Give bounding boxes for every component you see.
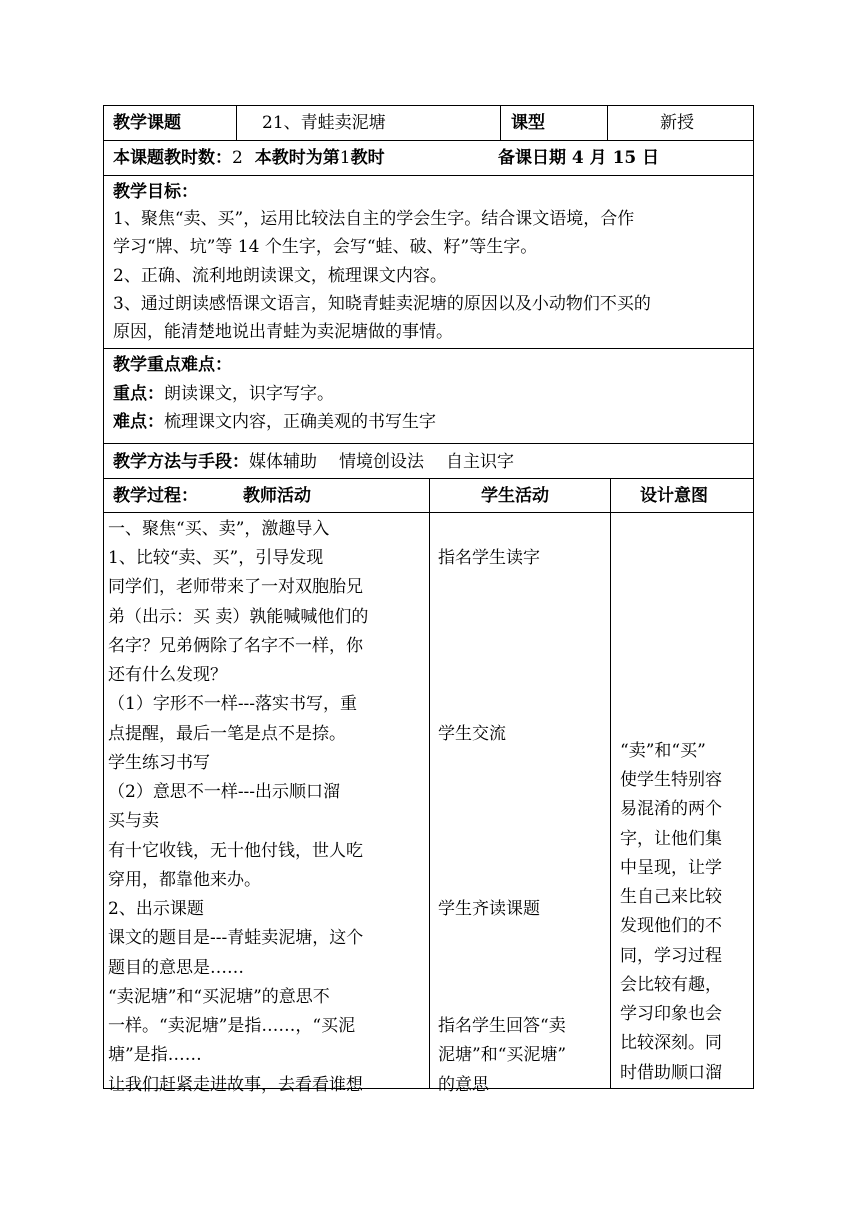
teacher-line: 名字？兄弟俩除了名字不一样，你 [108, 636, 363, 656]
row-divider [103, 140, 754, 141]
teacher-line: 题目的意思是…… [108, 958, 244, 978]
student-line: 指名学生回答“卖 [438, 1016, 566, 1036]
goal-line: 1、聚焦“卖、买”，运用比较法自主的学会生字。结合课文语境，合作 [113, 209, 635, 229]
date-label: 备课日期 [498, 148, 566, 168]
design-line: 发现他们的不 [620, 916, 722, 936]
design-line: 易混淆的两个 [620, 799, 722, 819]
design-line: 时借助顺口溜 [620, 1063, 722, 1083]
table-border-right [753, 105, 754, 1089]
process-label: 教学过程： [113, 486, 198, 506]
design-intent-header: 设计意图 [640, 486, 708, 506]
key-text: 朗读课文，识字写字。 [164, 384, 334, 404]
column-divider [429, 478, 430, 1089]
student-line: 指名学生读字 [438, 548, 540, 568]
goals-heading: 教学目标： [113, 182, 198, 202]
teacher-line: 有十它收钱，无十他付钱，世人吃 [108, 841, 363, 861]
teacher-line: 弟（出示：买 卖）孰能喊喊他们的 [108, 607, 369, 627]
teacher-line: 让我们赶紧走进故事，去看看谁想 [108, 1075, 363, 1095]
lesson-type-value: 新授 [660, 113, 694, 133]
difficult-point [113, 408, 436, 436]
hours-value: 2 [232, 148, 243, 168]
student-line: 泥塘”和“买泥塘” [438, 1045, 567, 1065]
design-line: 生自己来比较 [620, 887, 722, 907]
student-line: 的意思 [438, 1075, 489, 1095]
lesson-topic-label: 教学课题 [113, 113, 181, 133]
teacher-line: （2）意思不一样---出示顺口溜 [108, 782, 341, 802]
design-line: “卖”和“买” [620, 741, 706, 761]
design-line: 使学生特别容 [620, 770, 722, 790]
teacher-line: 2、出示课题 [108, 899, 204, 919]
column-divider [610, 478, 611, 1089]
student-activity-header: 学生活动 [481, 486, 549, 506]
method-item: 媒体辅助 [249, 452, 317, 472]
design-line: 中呈现，让学 [620, 858, 722, 878]
goal-line: 3、通过朗读感悟课文语言，知晓青蛙卖泥塘的原因以及小动物们不买的 [113, 294, 651, 314]
teacher-line: 学生练习书写 [108, 753, 210, 773]
goal-line: 2、正确、流利地朗读课文，梳理课文内容。 [113, 266, 447, 286]
goal-line: 学习“牌、坑”等 14 个生字，会写“蛙、破、籽”等生字。 [113, 237, 538, 257]
column-divider [236, 105, 237, 140]
method-item: 自主识字 [446, 452, 514, 472]
teacher-line: 塘”是指…… [108, 1045, 202, 1065]
difficult-label: 难点： [113, 412, 164, 432]
teacher-line: （1）字形不一样---落实书写，重 [108, 694, 358, 714]
table-border-left [103, 105, 104, 1089]
method-item: 情境创设法 [339, 452, 424, 472]
column-divider [607, 105, 608, 140]
methods-row [113, 448, 514, 476]
key-label: 重点： [113, 384, 164, 404]
teacher-line: 一样。“卖泥塘”是指……，“买泥 [108, 1016, 356, 1036]
current-label: 本教时为第 [254, 148, 340, 168]
design-line: 字，让他们集 [620, 829, 722, 849]
row-divider [103, 348, 754, 349]
teacher-line: “卖泥塘”和“买泥塘”的意思不 [108, 987, 330, 1007]
prep-date [498, 144, 659, 172]
keypoints-heading: 教学重点难点： [113, 355, 232, 375]
teacher-line: 点提醒，最后一笔是点不是捺。 [108, 724, 346, 744]
table-border-top [103, 105, 754, 106]
teacher-line: 还有什么发现？ [108, 665, 227, 685]
hours-label: 本课题教时数： [113, 148, 232, 168]
teacher-activity-header: 教师活动 [243, 486, 311, 506]
difficult-text: 梳理课文内容，正确美观的书写生字 [164, 412, 436, 432]
design-line: 学习印象也会 [620, 1004, 722, 1024]
lesson-title: 21、青蛙卖泥塘 [262, 113, 386, 133]
column-divider [500, 105, 501, 140]
current-value: 1 [339, 148, 351, 168]
teacher-line: 穿用，都靠他来办。 [108, 870, 261, 890]
teacher-line: 一、聚焦“买、卖”，激趣导入 [108, 519, 330, 539]
teacher-line: 买与卖 [108, 811, 159, 831]
key-point [113, 380, 334, 408]
teacher-line: 同学们，老师带来了一对双胞胎兄 [108, 577, 363, 597]
teacher-line: 1、比较“卖、买”，引导发现 [108, 548, 324, 568]
row-divider [103, 443, 754, 444]
student-line: 学生齐读课题 [438, 899, 540, 919]
date-value: 4 月 15 日 [571, 148, 660, 168]
teacher-line: 课文的题目是---青蛙卖泥塘，这个 [108, 928, 364, 948]
student-line: 学生交流 [438, 724, 506, 744]
row-divider [103, 175, 754, 176]
goal-line: 原因，能清楚地说出青蛙为卖泥塘做的事情。 [113, 322, 453, 342]
lesson-type-label: 课型 [511, 113, 545, 133]
design-line: 同，学习过程 [620, 946, 722, 966]
methods-label: 教学方法与手段： [113, 452, 249, 472]
class-hours-row [113, 144, 385, 172]
design-line: 比较深刻。同 [620, 1033, 722, 1053]
design-line: 会比较有趣， [620, 975, 722, 995]
current-suffix: 教时 [350, 148, 385, 168]
